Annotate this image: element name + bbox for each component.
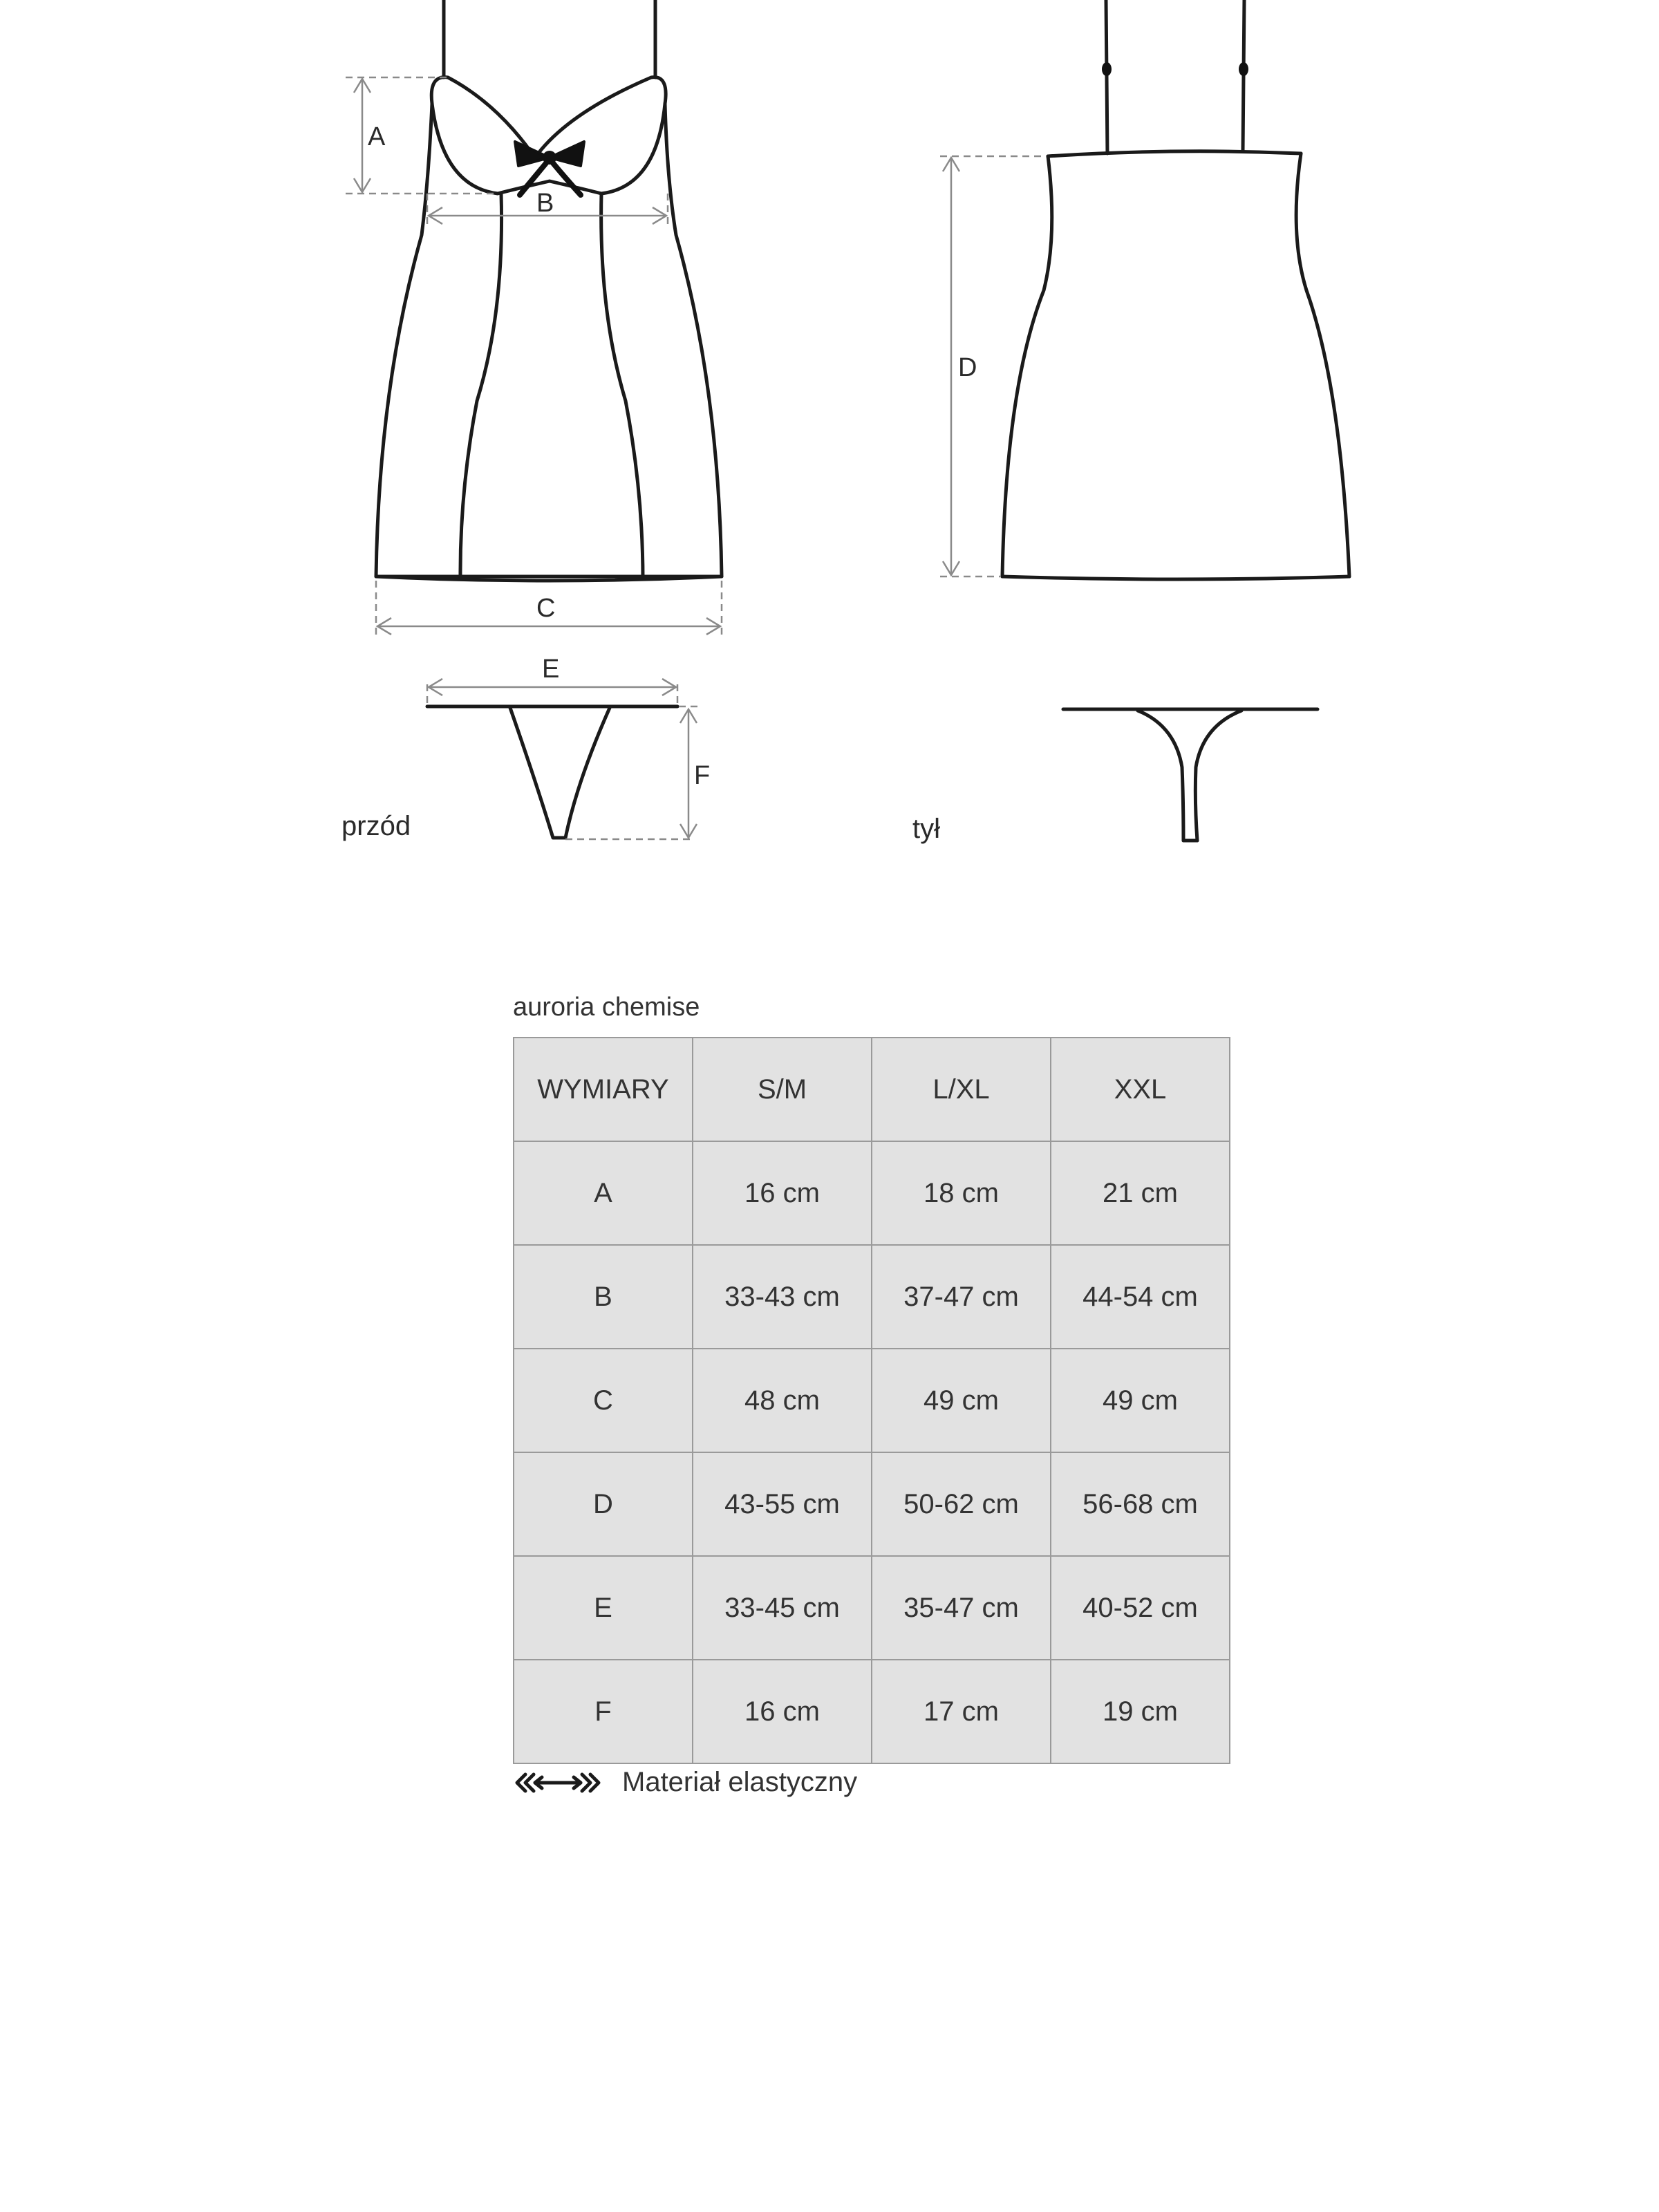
dimension-label-e: E [542,655,560,684]
dimension-e [427,655,677,705]
back-top-edge [1048,151,1301,156]
dimension-f [565,706,710,839]
table-cell: 18 cm [872,1141,1051,1245]
back-view-label: tył [912,814,940,844]
table-cell: 21 cm [1051,1141,1230,1245]
legend-label: Materiał elastyczny [622,1767,858,1797]
dimension-label-a: A [368,122,386,151]
front-thong [427,706,677,838]
table-row [514,1141,1230,1245]
back-left-side [1002,156,1052,577]
table-cell: 43-55 cm [693,1452,872,1556]
front-view-label: przód [341,811,411,841]
back-left-strap [1106,0,1107,153]
table-row [514,1349,1230,1452]
table-row [514,1245,1230,1349]
table-cell: 16 cm [693,1141,872,1245]
row-label: D [514,1452,693,1556]
back-right-side [1296,153,1349,577]
table-row [514,1660,1230,1763]
dimension-c [376,581,722,635]
back-right-strap-slider [1239,62,1248,76]
back-thong-right-edge [1195,711,1241,841]
dimension-d [940,156,1047,577]
table-cell: 17 cm [872,1660,1051,1763]
table-cell: 33-43 cm [693,1245,872,1349]
header-measurements: WYMIARY [514,1038,693,1141]
table-cell: 49 cm [872,1349,1051,1452]
back-left-strap-slider [1102,62,1112,76]
header-size-xxl: XXL [1051,1038,1230,1141]
table-cell: 40-52 cm [1051,1556,1230,1660]
table-cell: 56-68 cm [1051,1452,1230,1556]
size-table [513,1037,1230,1764]
table-cell: 19 cm [1051,1660,1230,1763]
front-bust-neckline [431,77,666,158]
header-size-lxl: L/XL [872,1038,1051,1141]
garment-diagram [0,0,1659,899]
back-hem [1002,577,1349,579]
dimension-label-b: B [536,189,554,218]
table-row [514,1452,1230,1556]
back-thong [1063,709,1318,841]
front-underbust-seam [432,104,665,194]
table-title: auroria chemise [513,993,700,1022]
front-chemise [376,0,722,581]
legend [513,1767,857,1798]
table-header-row [514,1038,1230,1141]
row-label: E [514,1556,693,1660]
front-body-outline [376,104,722,577]
table-cell: 33-45 cm [693,1556,872,1660]
dimension-label-d: D [958,353,977,382]
dimension-label-f: F [694,761,711,790]
header-size-sm: S/M [693,1038,872,1141]
back-thong-left-edge [1138,711,1183,841]
row-label: A [514,1141,693,1245]
table-cell: 44-54 cm [1051,1245,1230,1349]
table-cell: 16 cm [693,1660,872,1763]
row-label: B [514,1245,693,1349]
table-cell: 35-47 cm [872,1556,1051,1660]
bow-icon [515,142,584,195]
table-cell: 50-62 cm [872,1452,1051,1556]
front-left-panel-seam [460,194,502,579]
table-cell: 48 cm [693,1349,872,1452]
table-cell: 49 cm [1051,1349,1230,1452]
dimension-label-c: C [536,594,556,623]
row-label: F [514,1660,693,1763]
table-cell: 37-47 cm [872,1245,1051,1349]
front-thong-pouch [510,708,610,838]
elastic-arrows-icon [513,1769,603,1797]
back-chemise [1002,0,1349,579]
table-row [514,1556,1230,1660]
row-label: C [514,1349,693,1452]
front-right-panel-seam [601,194,643,579]
